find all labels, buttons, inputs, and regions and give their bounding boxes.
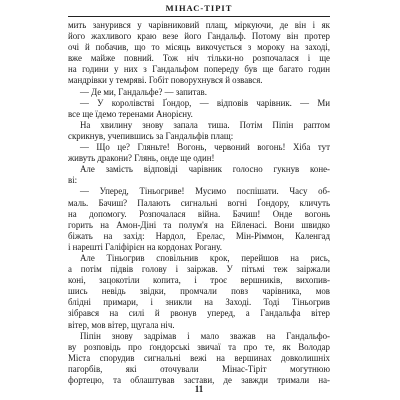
text-line: На хвилину знову запала тиша. Потім Піпін раптом: [80, 119, 330, 130]
running-head: МІНАС-ТІРІТ: [165, 3, 233, 13]
text-line: блідні примари, і зникли на Заході. Тоді Тіньогрив: [68, 297, 330, 308]
text-line: — Де ми, Гандальфе? — запитав.: [80, 86, 207, 97]
text-line: мить занурився у чарівниковий плащ, міркуючи, де він і як: [68, 20, 330, 30]
text-line: зібрався на силі й рвонув уперед, а Гандальфа вітер: [68, 308, 330, 319]
text-line: пагорбів, які оточували Мінас-Тіріт могутнюю: [68, 363, 330, 374]
text-line: очі й побачив, що то місяць викочується з мороку на заході,: [68, 42, 330, 53]
text-line: на допомогу. Розпочалася війна. Бачиш! Онде вогонь: [68, 208, 330, 219]
text-line: — Уперед, Тіньогриве! Мусимо поспішати. Часу об-: [80, 186, 330, 197]
text-line: на години у них з Гандальфом попереду був ще багато годин: [68, 64, 330, 75]
page-number: 11: [194, 384, 204, 394]
text-line: його жахливого краю везе його Гандальф. Потому він протер: [68, 31, 330, 42]
text-line: горить на Амон-Діні та полум'я на Ейленасі. Вони швидко: [68, 219, 330, 230]
text-line: Але замість відповіді чарівник голосно гукнув коне-: [80, 164, 330, 175]
page-body: [68, 20, 330, 386]
text-line: мандрівки у темряві. Гобіт поворухнувся й озвався.: [68, 75, 263, 86]
text-line: Піпін знову задрімав і мало зважав на Гандальфо-: [80, 330, 330, 341]
text-line: шись невідь звідки, промчали повз чарівника, мов: [68, 286, 330, 297]
text-line: Але Тіньогрив сповільнив крок, перейшов на рись,: [80, 252, 330, 263]
book-page: [68, 0, 330, 400]
text-line: і нарешті Галіфірієн на кордонах Рогану.: [68, 241, 222, 252]
text-line: вже майже повний. Тож ніч тільки-но розпочалася і ще: [68, 53, 330, 64]
text-line: фортецю, та облаштував застави, де завжди тримали на-: [68, 375, 330, 385]
text-line: Міста спорудив сигнальні вежі на вершинах довколишніх: [68, 352, 330, 363]
text-line: маль. Бачиш? Палають сигнальні вогні Ґондору, кличуть: [68, 197, 330, 208]
text-line: скрикнув, учепившись за Гандальфів плащ:: [68, 130, 234, 141]
text-line: а потім підвів голову і заіржав. У пітьмі теж заіржали: [68, 264, 330, 275]
text-line: ві:: [68, 175, 78, 186]
text-line: — У королівстві Ґондор, — відповів чарівник. — Ми: [80, 97, 330, 108]
header-rule: [68, 16, 330, 17]
text-line: коні, зацокотіли копита, і троє вершників, вихопив-: [68, 275, 330, 286]
text-line: живуть дракони? Глянь, онде ще один!: [68, 153, 215, 164]
text-line: біжать на захід: Нардол, Ерелас, Мін-Ріммон, Каленгад: [68, 230, 330, 241]
text-line: вітер, мов вітер, щугала ніч.: [68, 319, 175, 330]
text-line: — Що це? Гляньте! Вогонь, червоний вогонь! Хіба тут: [80, 142, 330, 153]
text-line: ву розповідь про ґондорські звичаї та про те, як Володар: [68, 341, 330, 352]
text-line: все ще їдемо теренами Анорієну.: [68, 108, 193, 119]
